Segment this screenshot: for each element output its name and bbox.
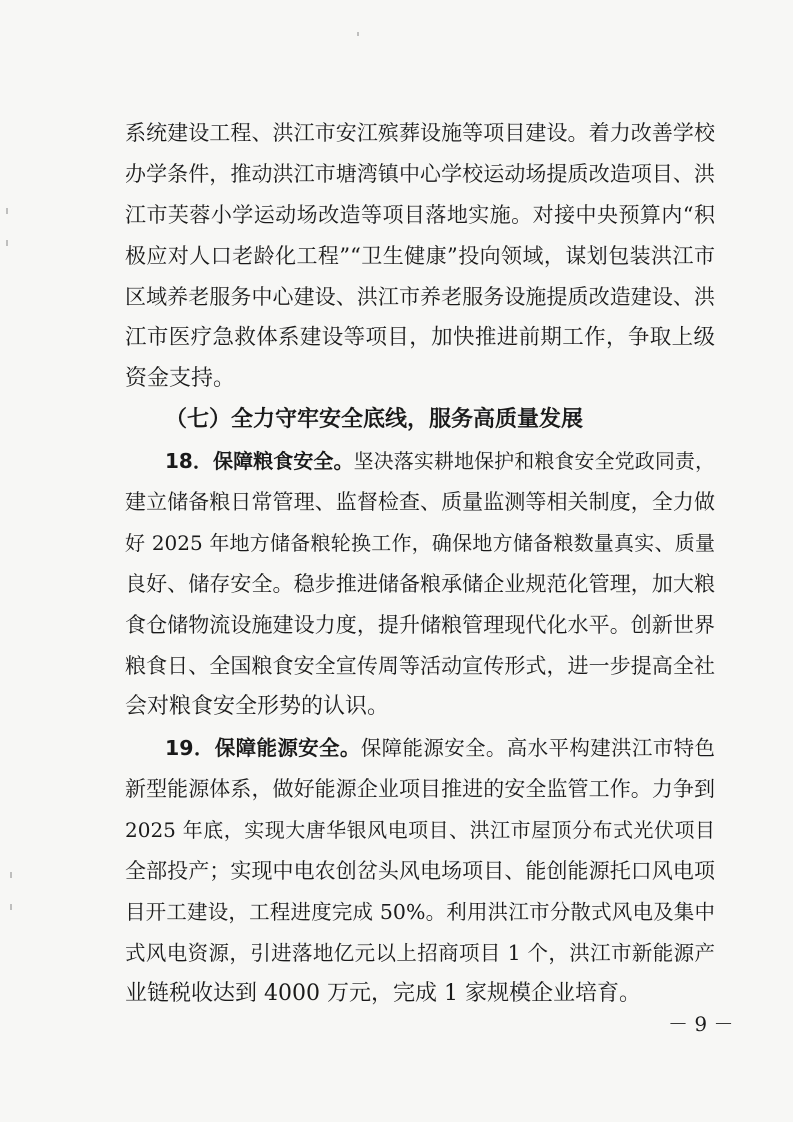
paragraph-line: 会对粮食安全形势的认识。 [125,694,390,719]
paragraph-line: 粮食日、全国粮食安全宣传周等活动宣传形式，进一步提高全社 [125,654,715,678]
paragraph-line: 良好、储存安全。稳步推进储备粮承储企业规范化管理，加大粮 [125,572,715,596]
paragraph-line: 江市医疗急救体系建设等项目，加快推进前期工作，争取上级 [125,325,715,350]
scan-mark [10,904,12,910]
item-18-title: 18．保障粮食安全。 [165,449,354,473]
paragraph-line: 目开工建设，工程进度完成 50%。利用洪江市分散式风电及集中 [125,900,715,924]
paragraph-line: 资金支持。 [125,366,236,391]
paragraph-line: 办学条件，推动洪江市塘湾镇中心学校运动场提质改造项目、洪 [125,162,715,186]
section-heading: （七）全力守牢安全底线，服务高质量发展 [165,407,584,432]
item-18-first-line [165,446,715,476]
item-19-first-line [165,733,715,763]
item-18-first-line-text: 坚决落实耕地保护和粮食安全党政同责， [353,449,716,473]
paragraph-line: 极应对人口老龄化工程”“卫生健康”投向领域，谋划包装洪江市 [125,244,715,268]
item-19-title: 19．保障能源安全。 [165,736,361,760]
paragraph-line: 全部投产；实现中电农创岔头风电场项目、能创能源托口风电项 [125,859,715,883]
paragraph-line: 2025 年底，实现大唐华银风电项目、洪江市屋顶分布式光伏项目 [125,818,715,842]
paragraph-line: 区域养老服务中心建设、洪江市养老服务设施提质改造建设、洪 [125,285,715,309]
paragraph-line: 系统建设工程、洪江市安江殡葬设施等项目建设。着力改善学校 [125,121,715,145]
scan-mark [6,240,8,246]
paragraph-line: 好 2025 年地方储备粮轮换工作，确保地方储备粮数量真实、质量 [125,531,715,555]
item-19-first-line-text: 保障能源安全。高水平构建洪江市特色 [360,736,716,760]
scan-mark [6,208,8,214]
paragraph-line: 新型能源体系，做好能源企业项目推进的安全监管工作。力争到 [125,777,715,801]
page-number: － 9 － [668,1012,734,1036]
paragraph-line: 食仓储物流设施建设力度，提升储粮管理现代化水平。创新世界 [125,613,715,637]
scan-mark [357,32,359,36]
paragraph-line: 业链税收达到 4000 万元，完成 1 家规模企业培育。 [125,981,641,1006]
paragraph-line: 式风电资源，引进落地亿元以上招商项目 1 个，洪江市新能源产 [125,941,715,965]
paragraph-line: 江市芙蓉小学运动场改造等项目落地实施。对接中央预算内“积 [125,203,715,227]
paragraph-line: 建立储备粮日常管理、监督检查、质量监测等相关制度，全力做 [125,490,715,514]
scan-mark [10,872,12,878]
